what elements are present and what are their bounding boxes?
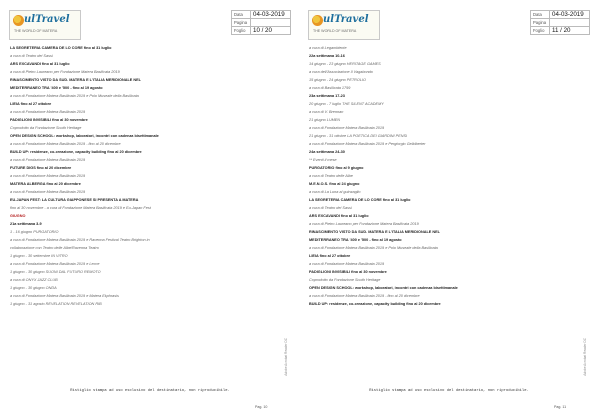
meta-date-label: Data [232,11,251,19]
document-line: a cura dell'Associazione Il Vagabondo [309,70,373,74]
document-line: PURGATORIO fino al 9 giugno [309,166,364,170]
document-line: a cura di Fondazione Matera Basilicata 2019 e Matera Ekphrasis [10,294,119,298]
document-line: a cura di Pietro Laureano per Fondazione Matera Basilicata 2019 [10,70,120,74]
brand-logo [9,10,81,40]
document-line: a cura di Fondazione Matera Basilicata 2019 e Polo Museale della Basilicata [10,94,139,98]
document-line: a cura di Teatro delle Albe [309,174,353,178]
meta-date-value: 04-03-2019 [251,11,291,19]
document-line: a cura di Fondazione Matera Basilicata 2019 [309,126,385,130]
document-line: OPEN DESIGN SCHOOL: workshop, laboratori, incontri con cadenza bisettimanale [309,286,458,290]
meta-page-label: Pagina [232,19,251,27]
meta-date-label: Data [531,11,550,19]
document-line: 20 giugno - 7 luglio THE SILENT ACADEMY [309,102,384,106]
document-meta-table [530,10,590,35]
brand-logo-name: ulTravel [24,14,70,25]
document-line: a cura di Teatro dei Sassi [10,54,53,58]
document-line: 1 giugno - 31 agosto REVELATION REVELATION RIB [10,302,102,306]
document-line: LA SEGRETERIA CAMERA DE LO CORE fino al 31 luglio [309,198,411,202]
sun-icon [13,15,24,26]
document-line: MEDITERRANEO TRA '400 e '500 - fino al 19 agosto [10,86,103,90]
document-line: ARS EXCAVANDI fino al 31 luglio [309,214,369,218]
page-header [7,8,293,42]
document-line: a cura di Fondazione Matera Basilicata 2019 e Lecce [10,262,100,266]
brand-logo-tagline: THE WORLD OF MATERA [313,29,357,33]
document-line: MATERA ALBERGA fino al 20 dicembre [10,182,81,186]
meta-page-value [550,19,590,27]
brand-logo-name: ulTravel [323,14,369,25]
document-line: a cura di Fondazione Matera Basilicata 2019 - fino al 20 dicembre [309,294,420,298]
document-line: 14 giugno - 23 giugno HERITAGE GAMES [309,62,381,66]
document-line: 21a settimana 3-9 [10,222,42,226]
meta-sheet-label: Foglio [531,27,550,35]
document-line: BUILD UP: residenze, co-creazione, capacity building fino al 20 dicembre [10,150,142,154]
document-line: a cura di Fondazione Matera Basilicata 2019 [10,190,86,194]
document-line: a cura di Fondazione Matera Basilicata 2019 - fino al 20 dicembre [10,142,121,146]
document-line: Coprodotto da Fondazione South Heritage [10,126,82,130]
document-line: a cura di Legambiente [309,46,347,50]
document-line: MEDITERRANEO TRA '400 e '500 - fino al 19 agosto [309,238,402,242]
document-line: a cura di Pietro Laureano per Fondazione Matera Basilicata 2019 [309,222,419,226]
page-number: Pag. 10 [255,405,268,409]
document-line: 1 giugno - 30 settembre IN VITRO [10,254,68,258]
document-line: a cura di La Luna al guinzaglio [309,190,361,194]
sun-icon [312,15,323,26]
document-line: 21 giugno - 31 ottobre LA POETICA DEI GIARDINI PENSI [309,134,408,138]
meta-date-value: 04-03-2019 [550,11,590,19]
document-line: 1 - 16 giugno PURGATORIO [10,230,59,234]
document-body [10,46,280,310]
document-line: OPEN DESIGN SCHOOL: workshop, laboratori, incontri con cadenza bisettimanale [10,134,159,138]
document-line: 24a settimana 24-30 [309,150,345,154]
meta-page-value [251,19,291,27]
document-line: a cura di Teatro dei Sassi [309,206,352,210]
document-line: PADIGLIONI INVISIBILI fino al 30 novembre [10,118,88,122]
page-number: Pag. 11 [554,405,567,409]
document-line: PADIGLIONI INVISIBILI fino al 30 novembre [309,270,387,274]
document-line: 23a settimana 17-23 [309,94,345,98]
document-line: GIUGNO [10,214,26,218]
side-note: Adobe Acrobat Reader DC [583,338,587,376]
side-note: Adobe Acrobat Reader DC [284,338,288,376]
document-line: collaborazione con Teatro delle Albe/Ravenna Teatro [10,246,99,250]
brand-logo-tagline: THE WORLD OF MATERA [14,29,58,33]
document-line: a cura di Fondazione Matera Basilicata 2019 [10,174,86,178]
document-line: RINASCIMENTO VISTO DA SUD. MATERA E L'ITALIA MERIDIONALE NEL [10,78,141,82]
document-line: a cura di ONYX JAZZ CLUB [10,278,58,282]
document-line: 1 giugno - 30 giugno ONDA [10,286,57,290]
document-line: Coprodotto da Fondazione South Heritage [309,278,381,282]
meta-sheet-value: 11 / 20 [550,27,590,35]
document-line: 1 giugno - 30 giugno SUONI DAL FUTURO REMOTO [10,270,101,274]
meta-sheet-label: Foglio [232,27,251,35]
document-line: a cura di Fondazione Matera Basilicata 2019 [309,262,385,266]
document-line: a cura di Fondazione Matera Basilicata 2019 e Polo Museale della Basilicata [309,246,438,250]
document-line: a cura di Basilicata 1799 [309,86,351,90]
document-line: 15 giugno - 24 giugno PETROLIO [309,78,366,82]
document-page-left [7,8,293,412]
page-header [306,8,592,42]
document-line: a cura di Fondazione Matera Basilicata 2019 e Ravenna Festival Teatro Brighton in [10,238,150,242]
meta-sheet-value: 10 / 20 [251,27,291,35]
document-line: LIEIA fino al 27 ottobre [309,254,351,258]
document-line: LIEIA fino al 27 ottobre [10,102,52,106]
document-body [309,46,579,310]
document-line: fino al 30 novembre - a cura di Fondazione Matera Basilicata 2019 e Eu-Japan Fest [10,206,151,210]
page-footer: Ristiglio stampa ad uso esclusivo del destinatario, non riproducibile. [70,389,230,393]
document-line: 22a settimana 10-16 [309,54,345,58]
document-line: LA SEGRETERIA CAMERA DE LO CORE fino al 31 luglio [10,46,112,50]
document-line: ARS EXCAVANDI fino al 31 luglio [10,62,70,66]
document-line: a cura di V. Brennan [309,110,344,114]
document-line: BUILD UP: residenze, co-creazione, capacity building fino al 20 dicembre [309,302,441,306]
document-page-right [306,8,592,412]
document-meta-table [231,10,291,35]
page-footer: Ristiglio stampa ad uso esclusivo del destinatario, non riproducibile. [369,389,529,393]
document-line: M.E.N.O.S. fino al 24 giugno [309,182,360,186]
document-line: EU-JAPAN FEST: LA CULTURA GIAPPONESE SI PRESENTA A MATERA [10,198,139,202]
document-line: a cura di Fondazione Matera Basilicata 2019 [10,110,86,114]
document-line: a cura di Fondazione Matera Basilicata 2019 [10,158,86,162]
document-line: RINASCIMENTO VISTO DA SUD. MATERA E L'ITALIA MERIDIONALE NEL [309,230,440,234]
document-line: FUTURE DIGS fino al 20 dicembre [10,166,72,170]
document-line: 21 giugno LUMEN [309,118,341,122]
document-line: a cura di Fondazione Matera Basilicata 2019 e Pergiorgio Gelldberter [309,142,426,146]
meta-page-label: Pagina [531,19,550,27]
document-line: ** Eventi il mese [309,158,337,162]
brand-logo [308,10,380,40]
